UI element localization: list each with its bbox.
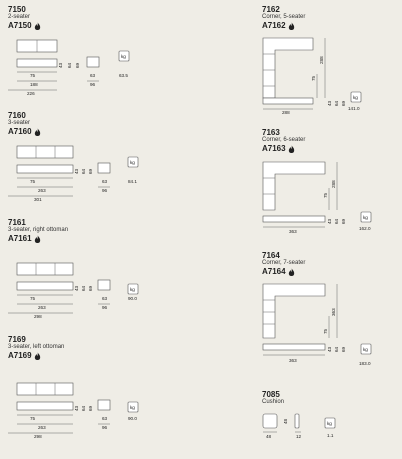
product-description: 3-seater, left ottoman (8, 344, 65, 350)
drawing-7161 (0, 260, 150, 320)
svg-text:12: 12 (296, 434, 302, 439)
product-code: 7150 (8, 5, 26, 14)
product-code: 7163 (262, 128, 280, 137)
product-code: 7164 (262, 251, 280, 260)
svg-text:kg: kg (130, 287, 135, 292)
sofa-top-view (17, 146, 73, 158)
svg-text:69: 69 (341, 100, 346, 106)
product-description: 2-seater (8, 14, 31, 20)
article-number: A7150 (8, 21, 41, 31)
svg-text:162.0: 162.0 (359, 226, 371, 231)
svg-text:43: 43 (74, 405, 79, 411)
svg-text:kg: kg (327, 421, 332, 426)
sofa-side-view (87, 57, 99, 67)
sofa-front-view (17, 165, 73, 173)
flame-icon (288, 22, 295, 30)
svg-text:43: 43 (58, 62, 63, 68)
svg-text:84.1: 84.1 (128, 179, 137, 184)
flame-icon (34, 235, 41, 243)
article-number: A7160 (8, 127, 41, 137)
sofa-front-view (263, 98, 313, 104)
svg-text:75: 75 (323, 328, 328, 334)
drawing-7162 (255, 34, 400, 114)
svg-text:90.0: 90.0 (128, 416, 137, 421)
svg-text:64: 64 (334, 346, 339, 352)
svg-text:64: 64 (67, 62, 72, 68)
flame-icon (288, 145, 295, 153)
corner-sofa-top-view (263, 284, 325, 338)
svg-text:298: 298 (34, 314, 42, 319)
drawing-7164 (255, 280, 400, 370)
svg-text:263: 263 (38, 188, 46, 193)
flame-icon (34, 128, 41, 136)
svg-text:96: 96 (102, 425, 108, 430)
product-7162 (262, 5, 305, 31)
svg-text:96: 96 (90, 82, 96, 87)
svg-text:75: 75 (30, 416, 36, 421)
svg-text:183.0: 183.0 (359, 361, 371, 366)
svg-text:69: 69 (88, 405, 93, 411)
drawing-7160 (0, 143, 150, 203)
product-code: 7162 (262, 5, 280, 14)
svg-text:75: 75 (323, 192, 328, 198)
product-7163 (262, 128, 305, 154)
product-7085 (262, 390, 284, 406)
sofa-side-view (98, 163, 110, 173)
product-code: 7169 (8, 335, 26, 344)
drawing-7169 (0, 380, 150, 440)
svg-text:363: 363 (289, 229, 297, 234)
svg-text:288: 288 (331, 180, 336, 188)
sofa-top-view (17, 383, 73, 395)
sofa-top-view (17, 263, 73, 275)
cushion-side-view (295, 414, 299, 428)
sofa-front-view (17, 59, 57, 67)
svg-text:188: 188 (30, 82, 38, 87)
svg-text:75: 75 (30, 73, 36, 78)
flame-icon (34, 352, 41, 360)
sofa-front-view (263, 344, 325, 350)
product-description: Cushion (262, 399, 285, 405)
svg-text:kg: kg (363, 215, 368, 220)
article-number: A7164 (262, 267, 305, 277)
product-7160 (8, 111, 41, 137)
product-code: 7161 (8, 218, 26, 227)
svg-text:48: 48 (266, 434, 272, 439)
product-7161 (8, 218, 68, 244)
article-number: A7169 (8, 351, 64, 361)
sofa-front-view (17, 282, 73, 290)
drawing-7085 (255, 410, 395, 455)
drawing-7163 (255, 158, 400, 238)
svg-text:69: 69 (88, 168, 93, 174)
cushion-front-view (263, 414, 277, 428)
product-description: Corner, 5-seater (262, 14, 306, 20)
svg-text:43: 43 (327, 100, 332, 106)
product-code: 7160 (8, 111, 26, 120)
svg-text:64: 64 (81, 285, 86, 291)
svg-text:226: 226 (27, 91, 35, 96)
product-7169 (8, 335, 64, 361)
svg-text:64: 64 (81, 405, 86, 411)
corner-sofa-top-view (263, 162, 325, 210)
svg-text:363: 363 (289, 358, 297, 363)
article-number: A7162 (262, 21, 305, 31)
svg-text:288: 288 (319, 56, 324, 64)
flame-icon (34, 22, 41, 30)
corner-sofa-top-view (263, 38, 313, 98)
flame-icon (288, 268, 295, 276)
product-7150 (8, 5, 41, 31)
svg-text:90.0: 90.0 (128, 296, 137, 301)
product-description: Corner, 7-seater (262, 260, 306, 266)
svg-text:kg: kg (130, 405, 135, 410)
sofa-front-view (17, 402, 73, 410)
svg-text:69: 69 (88, 285, 93, 291)
product-description: 3-seater (8, 120, 31, 126)
svg-text:43: 43 (74, 285, 79, 291)
svg-text:63: 63 (102, 296, 108, 301)
svg-text:43: 43 (74, 168, 79, 174)
svg-text:63.5: 63.5 (119, 73, 128, 78)
svg-text:kg: kg (363, 347, 368, 352)
svg-text:96: 96 (102, 188, 108, 193)
svg-text:69: 69 (341, 218, 346, 224)
svg-text:141.0: 141.0 (348, 106, 360, 111)
svg-text:63: 63 (102, 416, 108, 421)
svg-text:1.1: 1.1 (327, 433, 334, 438)
svg-text:75: 75 (30, 179, 36, 184)
article-number: A7163 (262, 144, 305, 154)
svg-text:43: 43 (327, 346, 332, 352)
article-number: A7161 (8, 234, 68, 244)
svg-text:64: 64 (81, 168, 86, 174)
svg-text:75: 75 (311, 75, 316, 81)
sofa-front-view (263, 216, 325, 222)
svg-text:298: 298 (34, 434, 42, 439)
svg-text:48: 48 (283, 418, 288, 424)
svg-text:63: 63 (102, 179, 108, 184)
sofa-side-view (98, 400, 110, 410)
drawing-7150 (0, 37, 150, 97)
product-description: 3-seater, right ottoman (8, 227, 69, 233)
svg-text:75: 75 (30, 296, 36, 301)
svg-text:263: 263 (38, 305, 46, 310)
svg-text:64: 64 (334, 218, 339, 224)
svg-text:64: 64 (334, 100, 339, 106)
svg-text:363: 363 (331, 308, 336, 316)
product-description: Corner, 6-seater (262, 137, 306, 143)
product-code: 7085 (262, 390, 280, 399)
svg-text:kg: kg (121, 54, 126, 59)
product-7164 (262, 251, 305, 277)
svg-text:63: 63 (90, 73, 96, 78)
svg-text:43: 43 (327, 218, 332, 224)
svg-text:288: 288 (282, 110, 290, 115)
svg-text:263: 263 (38, 425, 46, 430)
svg-text:69: 69 (341, 346, 346, 352)
svg-text:96: 96 (102, 305, 108, 310)
svg-text:kg: kg (353, 95, 358, 100)
svg-text:301: 301 (34, 197, 42, 202)
svg-text:69: 69 (75, 62, 80, 68)
svg-text:kg: kg (130, 160, 135, 165)
sofa-side-view (98, 280, 110, 290)
